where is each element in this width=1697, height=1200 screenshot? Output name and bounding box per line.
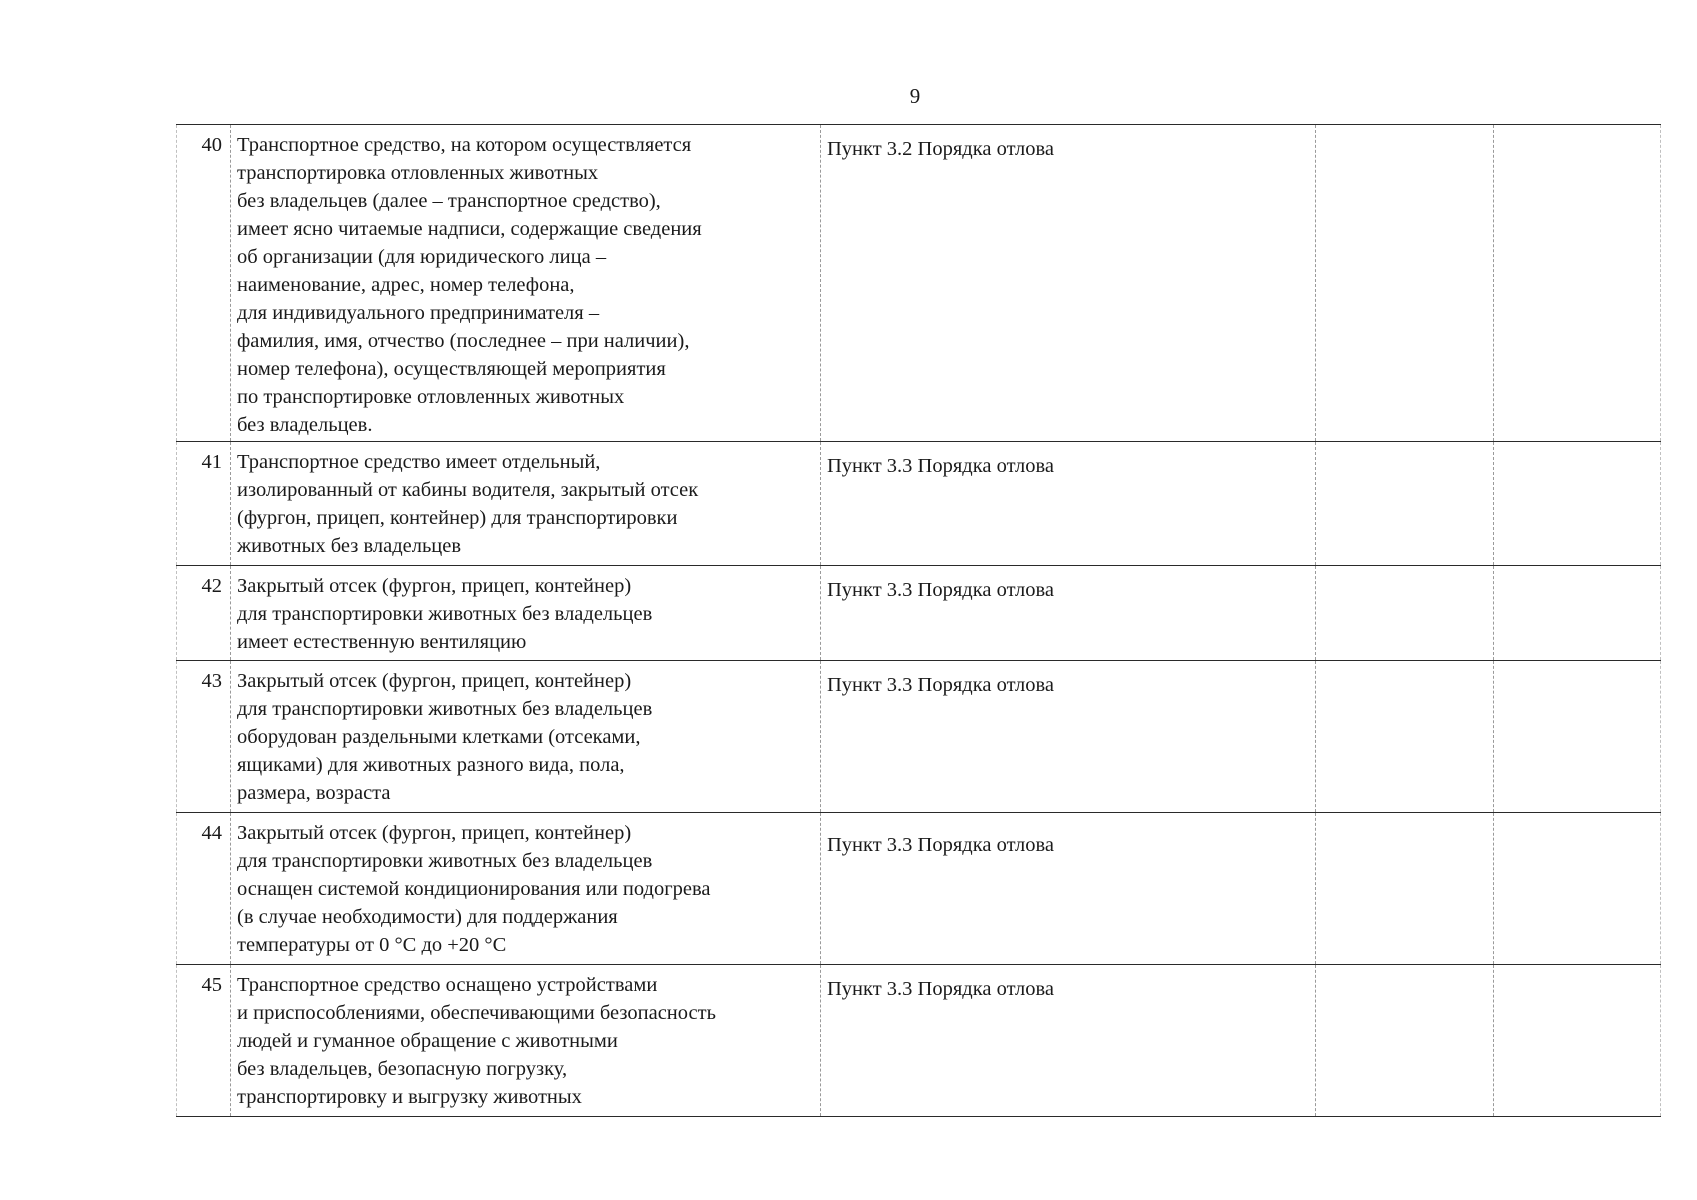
requirement-line: ящиками) для животных разного вида, пола, <box>237 754 625 776</box>
answer-cell <box>1316 661 1494 813</box>
table-row <box>177 566 1661 661</box>
table-row <box>177 442 1661 566</box>
table-row <box>177 125 1661 442</box>
answer-cell <box>1316 442 1494 566</box>
requirement-line: транспортировку и выгрузку животных <box>237 1086 582 1108</box>
requirement-line: животных без владельцев <box>237 535 462 557</box>
requirement-cell <box>231 566 821 661</box>
requirement-line: имеет естественную вентиляцию <box>237 631 527 653</box>
legal-reference-cell: Пункт 3.3 Порядка отлова <box>821 661 1316 813</box>
requirement-line: размера, возраста <box>237 782 391 804</box>
requirement-line: оборудован раздельными клетками (отсеками, <box>237 726 641 748</box>
requirement-line: Транспортное средство имеет отдельный, <box>237 451 601 473</box>
requirement-line: без владельцев, безопасную погрузку, <box>237 1058 568 1080</box>
legal-reference-cell: Пункт 3.3 Порядка отлова <box>821 965 1316 1117</box>
requirement-line: номер телефона), осуществляющей мероприятия <box>237 358 666 380</box>
note-cell <box>1494 965 1661 1117</box>
requirement-cell <box>231 661 821 813</box>
requirement-line: для транспортировки животных без владельцев <box>237 603 653 625</box>
answer-cell <box>1316 813 1494 965</box>
requirement-line: (фургон, прицеп, контейнер) для транспортировки <box>237 507 678 529</box>
row-number: 43 <box>177 661 231 813</box>
requirement-line: по транспортировке отловленных животных <box>237 386 625 408</box>
requirement-line: (в случае необходимости) для поддержания <box>237 906 618 928</box>
note-cell <box>1494 661 1661 813</box>
requirement-line: для индивидуального предпринимателя – <box>237 302 600 324</box>
requirement-cell <box>231 965 821 1117</box>
row-number: 40 <box>177 125 231 442</box>
inspection-checklist-table <box>176 124 1661 1117</box>
page-number: 9 <box>909 84 921 108</box>
table-row <box>177 813 1661 965</box>
requirement-line: Закрытый отсек (фургон, прицеп, контейнер) <box>237 822 632 844</box>
requirement-cell <box>231 442 821 566</box>
note-cell <box>1494 125 1661 442</box>
requirement-cell <box>231 125 821 442</box>
legal-reference-cell: Пункт 3.2 Порядка отлова <box>821 125 1316 442</box>
row-number: 45 <box>177 965 231 1117</box>
requirement-line: Транспортное средство оснащено устройствами <box>237 974 658 996</box>
requirement-line: людей и гуманное обращение с животными <box>237 1030 618 1052</box>
table-row <box>177 661 1661 813</box>
row-number: 42 <box>177 566 231 661</box>
table-row <box>177 965 1661 1117</box>
answer-cell <box>1316 965 1494 1117</box>
note-cell <box>1494 813 1661 965</box>
checklist-body <box>177 125 1661 1117</box>
requirement-line: для транспортировки животных без владельцев <box>237 698 653 720</box>
legal-reference-cell: Пункт 3.3 Порядка отлова <box>821 566 1316 661</box>
requirement-line: об организации (для юридического лица – <box>237 246 607 268</box>
legal-reference-cell: Пункт 3.3 Порядка отлова <box>821 442 1316 566</box>
requirement-line: Закрытый отсек (фургон, прицеп, контейнер) <box>237 670 632 692</box>
legal-reference-cell: Пункт 3.3 Порядка отлова <box>821 813 1316 965</box>
requirement-line: температуры от 0 °С до +20 °С <box>237 934 507 956</box>
row-number: 41 <box>177 442 231 566</box>
requirement-line: Транспортное средство, на котором осуществляется <box>237 134 692 156</box>
requirement-line: оснащен системой кондиционирования или подогрева <box>237 878 711 900</box>
requirement-line: транспортировка отловленных животных <box>237 162 599 184</box>
requirement-line: для транспортировки животных без владельцев <box>237 850 653 872</box>
requirement-line: без владельцев (далее – транспортное средство), <box>237 190 661 212</box>
requirement-line: Закрытый отсек (фургон, прицеп, контейнер) <box>237 575 632 597</box>
note-cell <box>1494 566 1661 661</box>
answer-cell <box>1316 566 1494 661</box>
note-cell <box>1494 442 1661 566</box>
answer-cell <box>1316 125 1494 442</box>
row-number: 44 <box>177 813 231 965</box>
requirement-line: изолированный от кабины водителя, закрытый отсек <box>237 479 699 501</box>
requirement-line: имеет ясно читаемые надписи, содержащие сведения <box>237 218 702 240</box>
requirement-line: наименование, адрес, номер телефона, <box>237 274 575 296</box>
requirement-line: без владельцев. <box>237 414 373 436</box>
requirement-line: фамилия, имя, отчество (последнее – при наличии), <box>237 330 690 352</box>
requirement-cell <box>231 813 821 965</box>
requirement-line: и приспособлениями, обеспечивающими безопасность <box>237 1002 716 1024</box>
